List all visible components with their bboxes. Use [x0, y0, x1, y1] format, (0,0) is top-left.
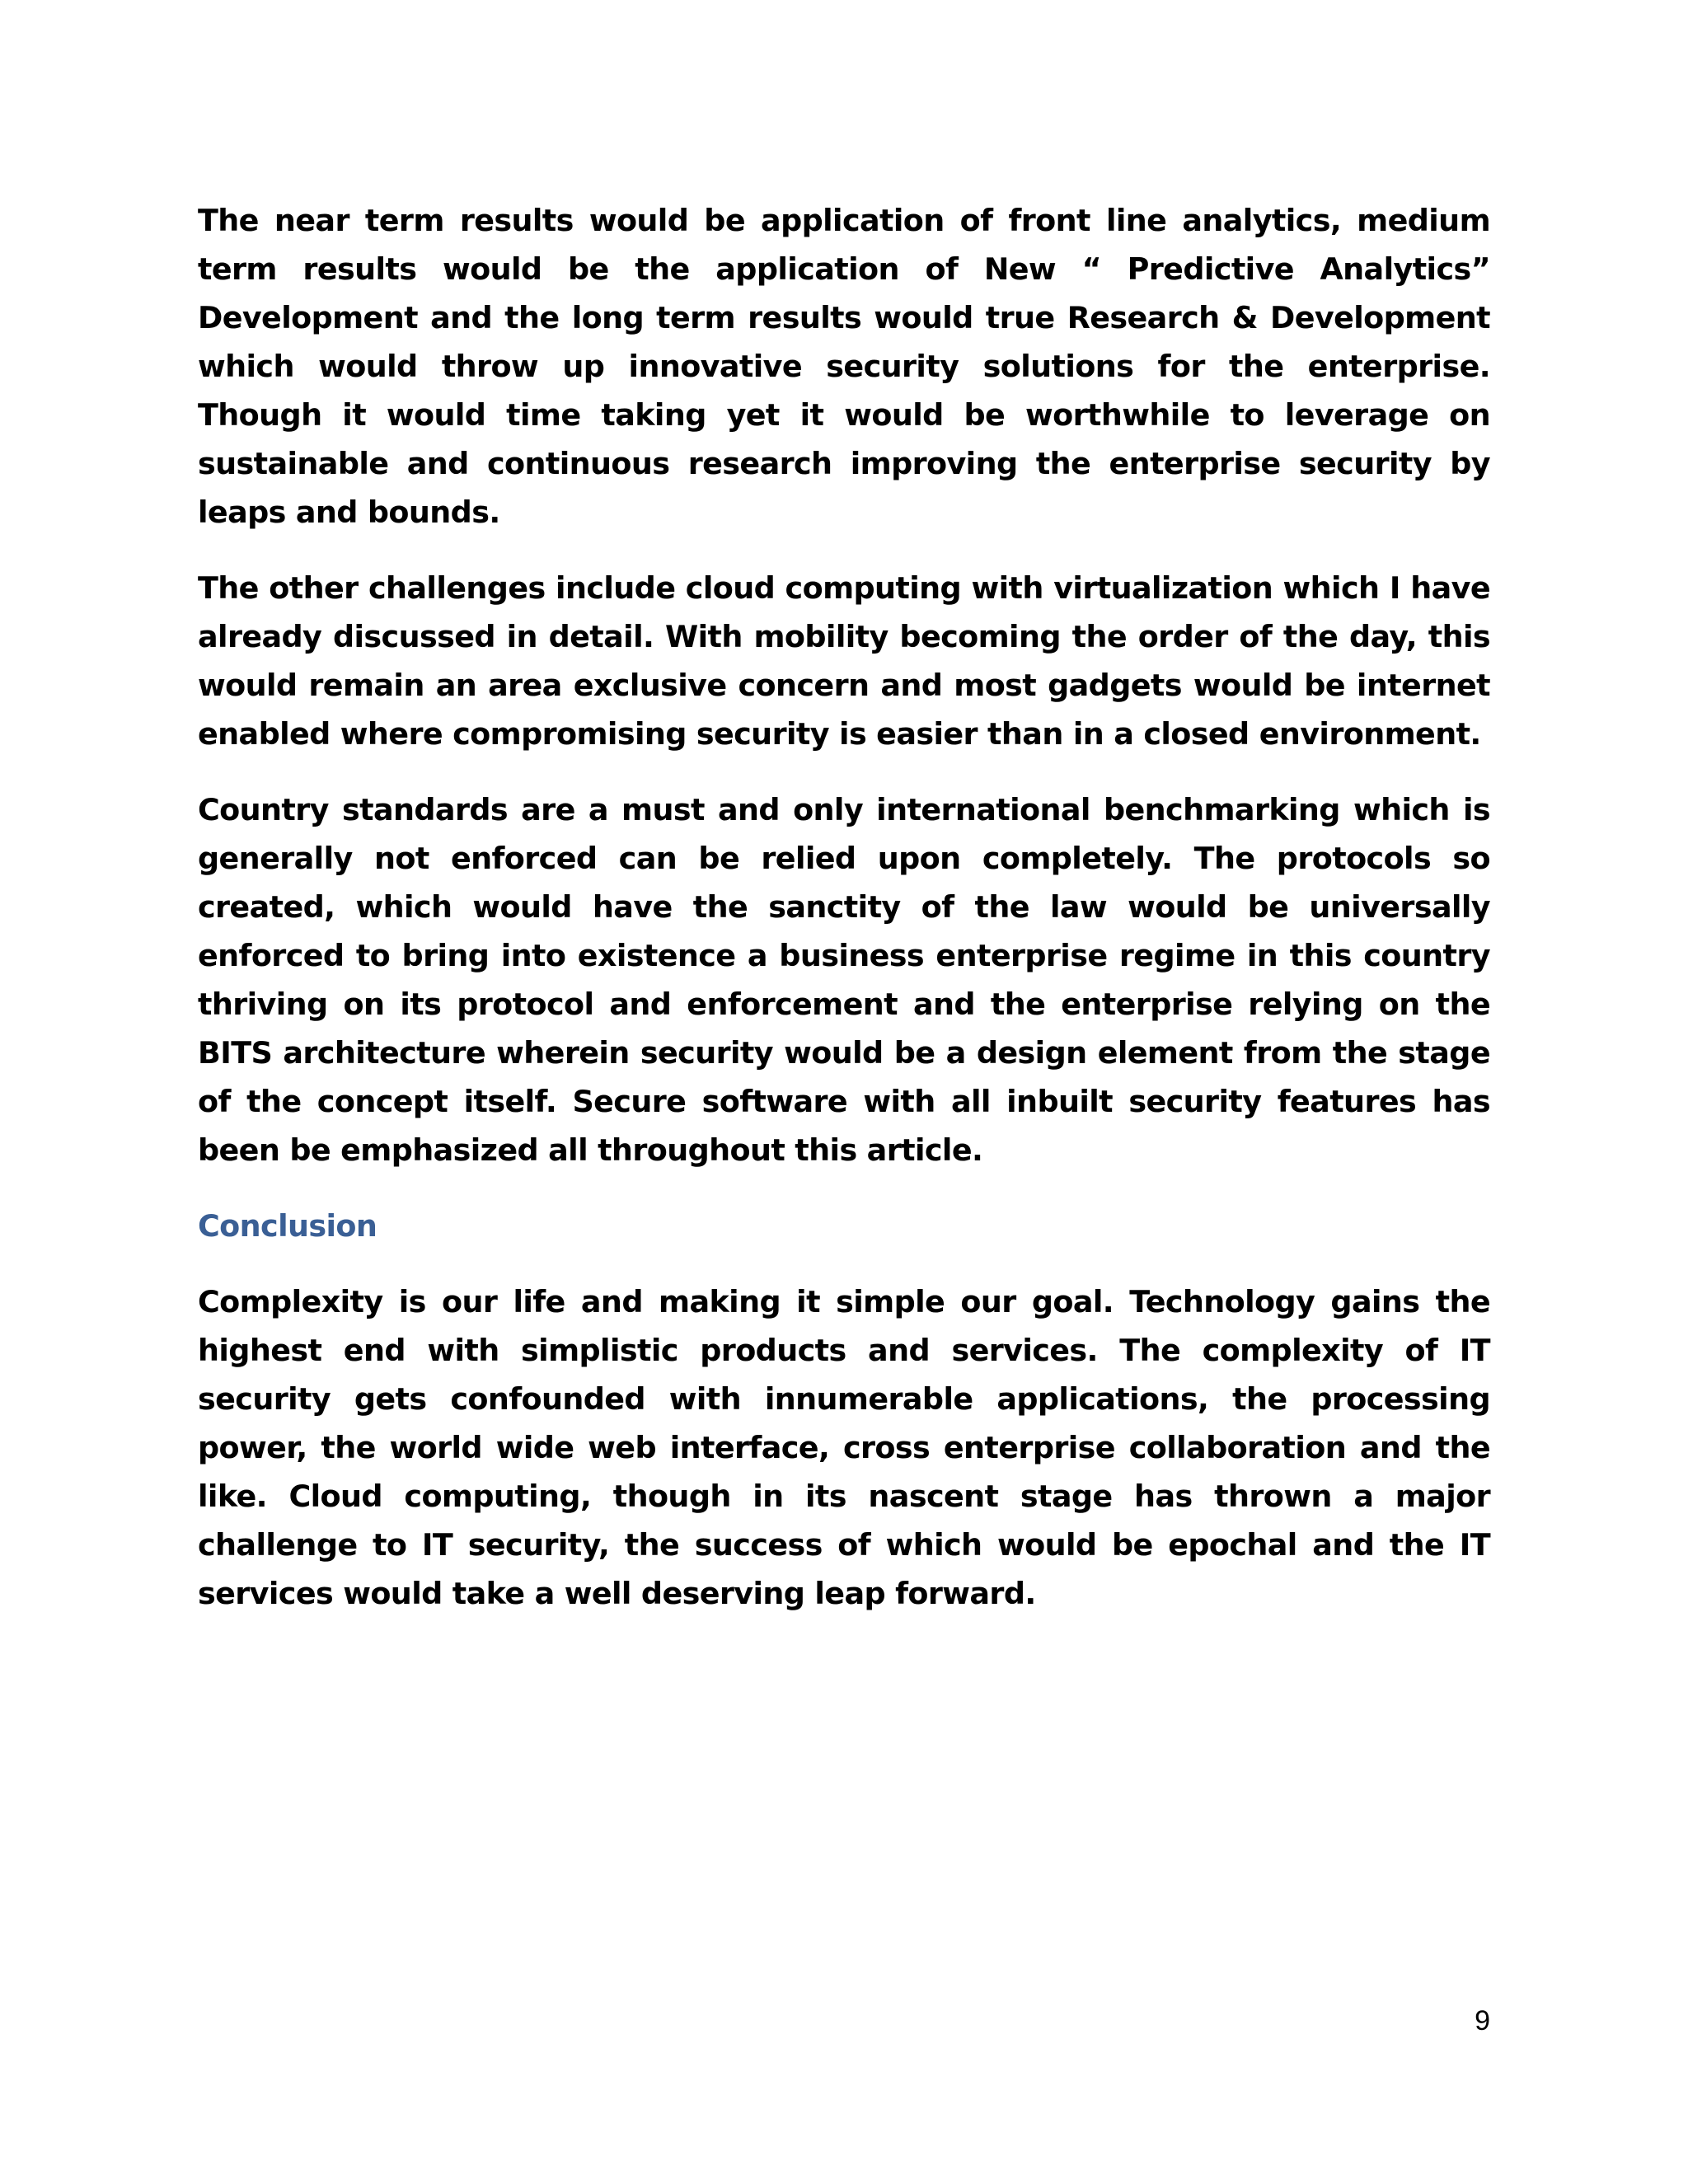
paragraph-other-challenges: The other challenges include cloud computing with virtualization which I have already discussed in detail. With mobility becoming the order of the day, this would remain an area exclusive concern and most gadgets would be internet enabled where compromising security is easier than in a closed environment. [198, 570, 1490, 752]
page-number: 9 [1475, 2005, 1490, 2036]
paragraph-near-term-results: The near term results would be application of front line analytics, medium term results would be the application of New “ Predictive Analytics” Development and the long term results would true Research & Development which would throw up innovative security solutions for the enterprise. Though it would time taking yet it would be worthwhile to leverage on sustainable and continuous research improving the enterprise security by leaps and bounds. [198, 203, 1490, 530]
conclusion-heading: Conclusion [198, 1208, 377, 1244]
page-content [198, 196, 1490, 1645]
paragraph-country-standards: Country standards are a must and only international benchmarking which is generally not enforced can be relied upon completely. The protocols so created, which would have the sanctity of the law would be universally enforced to bring into existence a business enterprise regime in this country thriving on its protocol and enforcement and the enterprise relying on the BITS architecture wherein security would be a design element from the stage of the concept itself. Secure software with all inbuilt security features has been be emphasized all throughout this article. [198, 792, 1490, 1168]
paragraph-conclusion: Complexity is our life and making it simple our goal. Technology gains the highest end with simplistic products and services. The complexity of IT security gets confounded with innumerable applications, the processing power, the world wide web interface, cross enterprise collaboration and the like. Cloud computing, though in its nascent stage has thrown a major challenge to IT security, the success of which would be epochal and the IT services would take a well deserving leap forward. [198, 1284, 1490, 1611]
